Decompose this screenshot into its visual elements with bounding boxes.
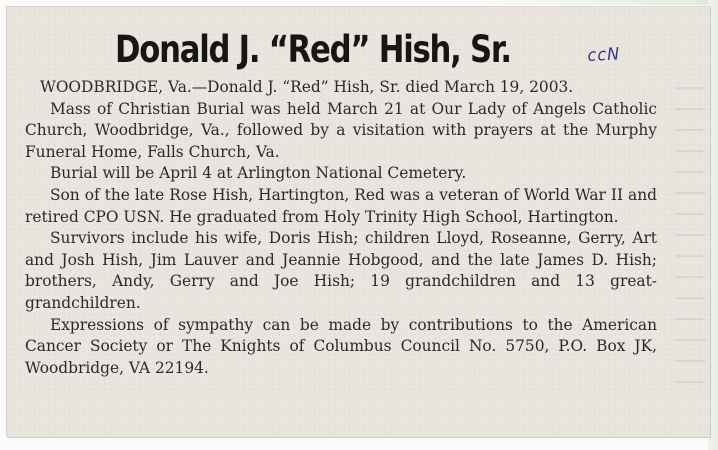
obituary-paragraph-burial: Burial will be April 4 at Arlington National Cemetery. (50, 164, 467, 183)
obituary-headline: Donald J. “Red” Hish, Sr. (115, 28, 511, 71)
handwritten-initials: ccN (587, 44, 621, 66)
newspaper-clipping (6, 6, 710, 437)
obituary-paragraph-memorials: Expressions of sympathy can be made by contributions to the American Cancer Society or The Knights of Columbus Council No. 5750, P.O. Box JK, Woodbridge, VA 22194. (25, 315, 657, 377)
obituary-paragraph-death-notice: WOODBRIDGE, Va.—Donald J. “Red” Hish, Sr. died March 19, 2003. (40, 78, 574, 96)
scan-edge-tint (470, 0, 718, 5)
obituary-paragraph-mass: Mass of Christian Burial was held March 21 at Our Lady of Angels Catholic Church, Woodbridge, Va., followed by a visitation with prayers at the Murphy Funeral Home, Falls Church, Va. (25, 99, 657, 161)
show-through-text (675, 87, 705, 387)
obituary-paragraph-biography: Son of the late Rose Hish, Hartington, Red was a veteran of World War II and retired CPO USN. He graduated from Holy Trinity High School, Hartington. (25, 185, 657, 226)
obituary-paragraph-survivors: Survivors include his wife, Doris Hish; children Lloyd, Roseanne, Gerry, Art and Josh Hish, Jim Lauver and Jeannie Hobgood, and the late James D. Hish; brothers, Andy, Gerry and Joe Hish; 19 grandchildren and 13 great-grandchildren. (25, 229, 657, 312)
obituary-body (25, 77, 657, 379)
